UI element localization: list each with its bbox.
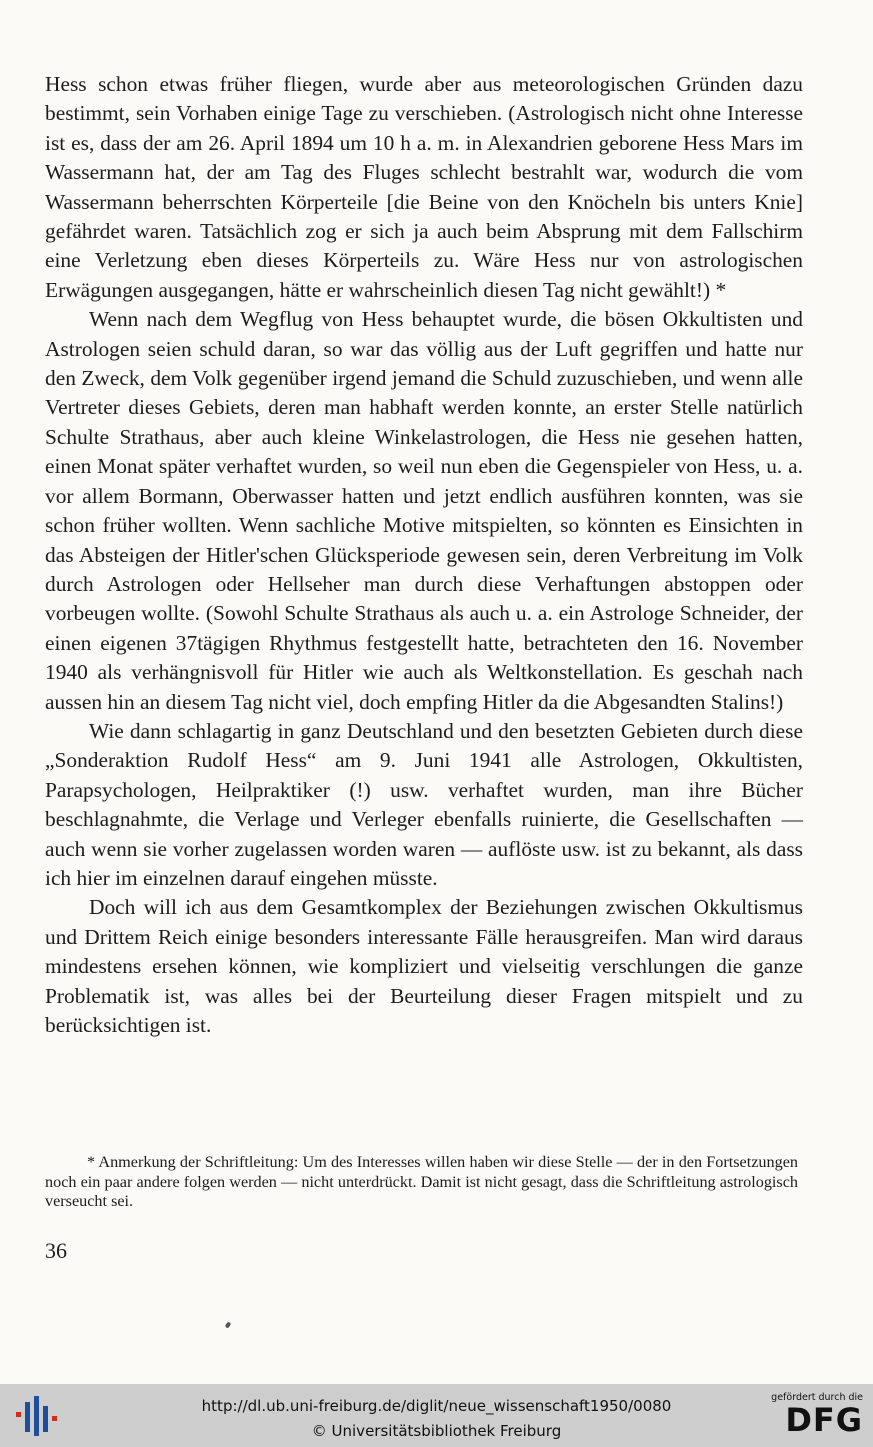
paragraph-3: Wie dann schlagartig in ganz Deutschland und den besetzten Gebieten durch diese „Sonderaktion Rudolf Hess“ am 9. Juni 1941 alle Astrologen, Okkultisten, Parapsychologen, Heilpraktiker (!) usw. verhaftet wurden, man ihre Bücher beschlagnahmte, die Verlage und Verleger ebenfalls ruinierte, die Gesellschaften — auch wenn sie vorher zugelassen worden waren — auflöste usw. ist zu bekannt, als dass ich hier im einzelnen darauf eingehen müsste.	[45, 718, 803, 890]
body-text	[45, 70, 803, 1040]
paragraph-4: Doch will ich aus dem Gesamtkomplex der Beziehungen zwischen Okkultismus und Drittem Reich einige besonders interessante Fälle herausgreifen. Man wird daraus mindestens ersehen können, wie kompliziert und vielseitig verschlungen die ganze Problematik ist, was alles bei der Beurteilung dieser Fragen mitspielt und zu berücksichtigen ist.	[45, 895, 803, 1037]
footnote	[45, 1153, 798, 1212]
footnote-text: * Anmerkung der Schriftleitung: Um des Interesses willen haben wir diese Stelle — der in den Fortsetzungen noch ein paar andere folgen werden — nicht unterdrückt. Damit ist nicht gesagt, dass die Schriftleitung astrologisch verseucht sei.	[45, 1153, 798, 1210]
paragraph-2: Wenn nach dem Wegflug von Hess behauptet wurde, die bösen Okkultisten und Astrologen seien schuld daran, so war das völlig aus der Luft gegriffen und hatte nur den Zweck, dem Volk gegenüber irgend jemand die Schuld zuzuschieben, und wenn alle Vertreter dieses Gebiets, deren man habhaft werden konnte, an erster Stelle natürlich Schulte Strathaus, aber auch kleine Winkelastrologen, die Hess nie gesehen hatten, einen Monat später verhaftet wurden, so weil nun eben die Gegenspieler von Hess, u. a. vor allem Bormann, Oberwasser hatten und jetzt endlich ausführen konnten, was sie schon früher wollten. Wenn sachliche Motive mitspielten, so könnten es Einsichten in das Absteigen der Hitler'schen Glücksperiode gewesen sein, deren Verbreitung im Volk durch Astrologen oder Hellseher man durch diese Verhaftungen abstoppen oder vorbeugen wollte. (Sowohl Schulte Strathaus als auch u. a. ein Astrologe Schneider, der einen eigenen 37tägigen Rhythmus festgestellt hatte, betrachteten den 16. November 1940 als verhängnisvoll für Hitler wie auch als Weltkonstellation. Es geschah nach aussen hin an diesem Tag nicht viel, doch empfing Hitler da die Abgesandten Stalins!)	[45, 307, 803, 714]
dfg-logo-icon: DFG	[785, 1401, 863, 1439]
footer-copyright: © Universitätsbibliothek Freiburg	[311, 1422, 562, 1440]
paragraph-1: Hess schon etwas früher fliegen, wurde aber aus meteorologischen Gründen dazu bestimmt, sein Vorhaben einige Tage zu verschieben. (Astrologisch nicht ohne Interesse ist es, dass der am 26. April 1894 um 10 h a. m. in Alexandrien geborene Hess Mars im Wassermann hat, der am Tag des Fluges schlecht bestrahlt war, wodurch die vom Wassermann beherrschten Körperteile [die Beine von den Knöcheln bis unters Knie] gefährdet waren. Tatsächlich zog er sich ja auch beim Absprung mit dem Fallschirm eine Verletzung eben dieses Körperteils zu. Wäre Hess nur von astrologischen Erwägungen ausgegangen, hätte er wahrscheinlich diesen Tag nicht gewählt!) *	[45, 72, 803, 302]
footer-url-link[interactable]: http://dl.ub.uni-freiburg.de/diglit/neue_wissenschaft1950/0080	[201, 1397, 672, 1415]
page-number: 36	[45, 1238, 67, 1263]
scan-speck	[225, 1321, 232, 1328]
sponsor-tagline: gefördert durch die	[771, 1392, 863, 1403]
dfg-sponsor	[768, 1392, 863, 1442]
footer-bar	[0, 1384, 873, 1447]
